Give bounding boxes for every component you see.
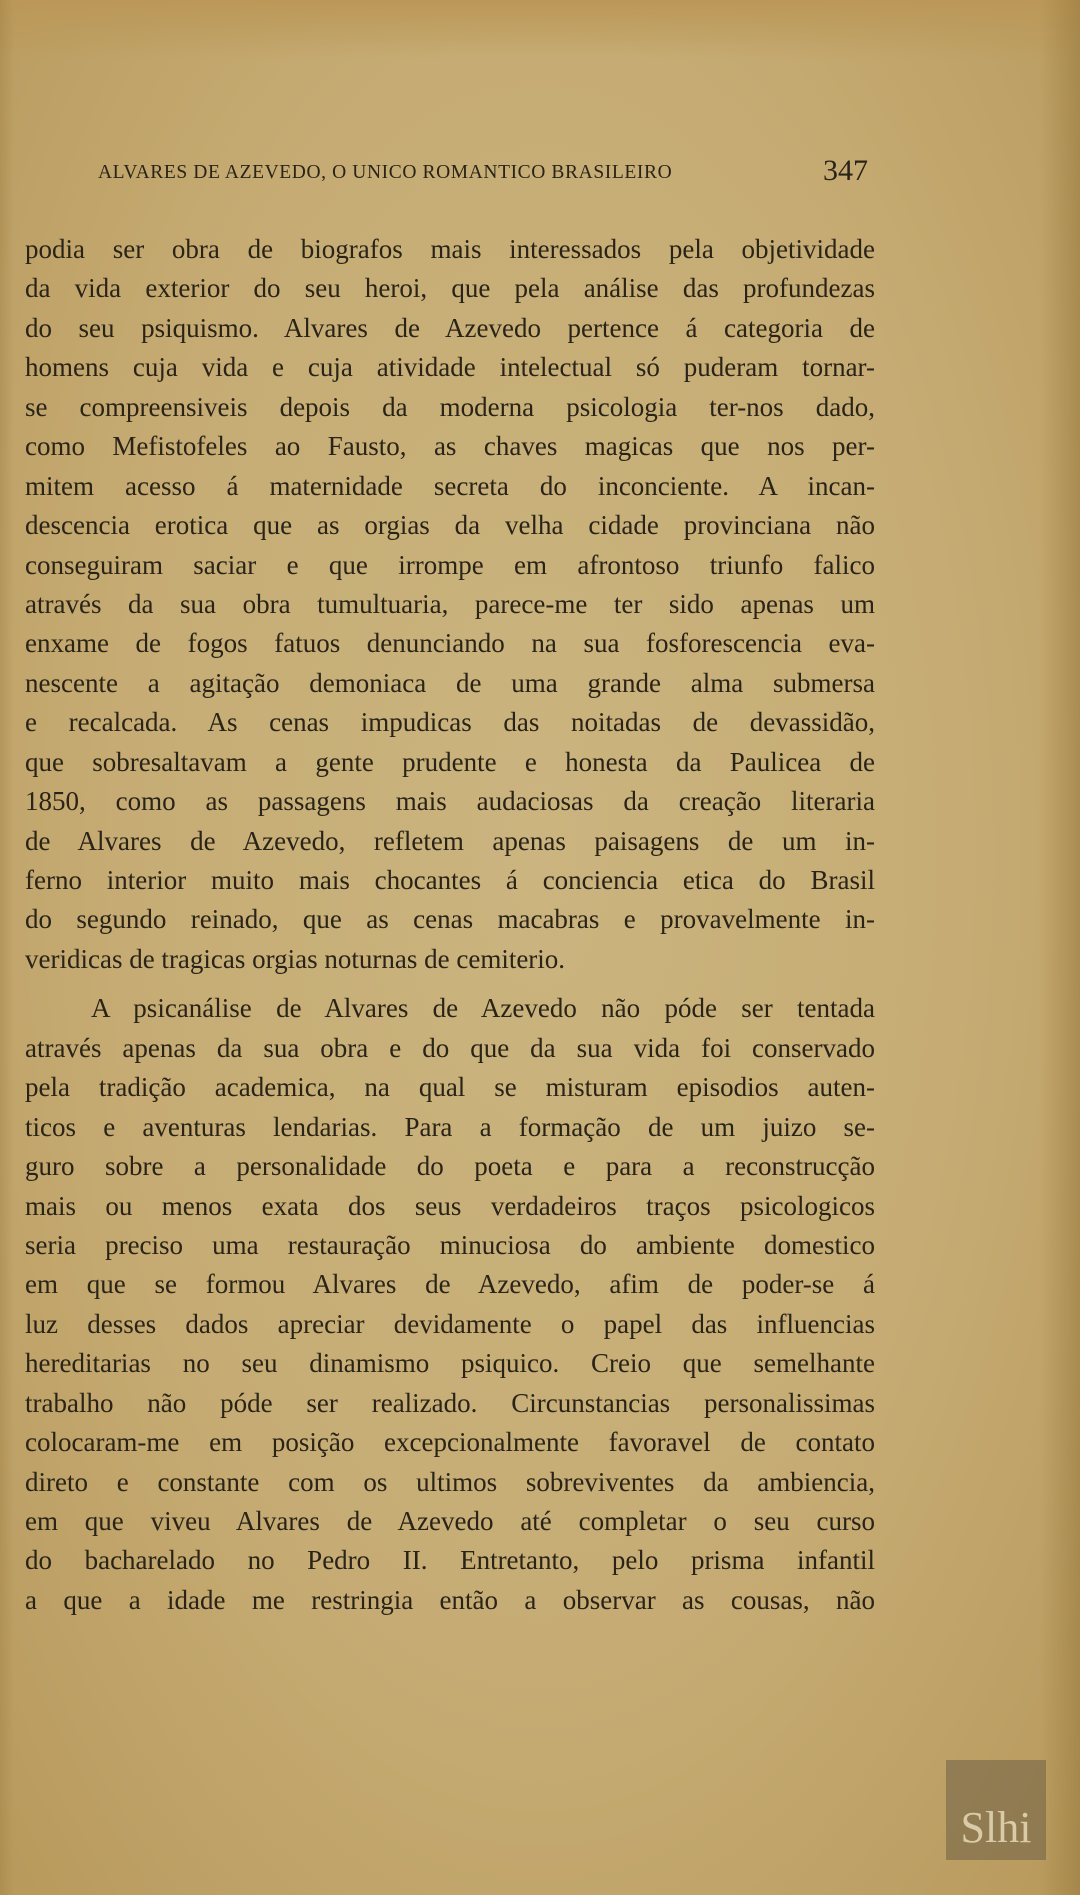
watermark-text: Slhi: [960, 1803, 1032, 1852]
text-line: trabalho não póde ser realizado. Circunstancias personalissimas: [25, 1387, 875, 1418]
text-line: da vida exterior do seu heroi, que pela análise das profundezas: [25, 273, 875, 304]
text-line: colocaram-me em posição excepcionalmente favoravel de contato: [25, 1427, 875, 1458]
paragraph-2: [25, 989, 875, 1620]
text-line: que sobresaltavam a gente prudente e honesta da Paulicea de: [25, 746, 875, 777]
text-line: de Alvares de Azevedo, refletem apenas paisagens de um in-: [25, 825, 875, 856]
text-line: pela tradição academica, na qual se misturam episodios auten-: [25, 1072, 875, 1103]
text-line: descencia erotica que as orgias da velha cidade provinciana não: [25, 510, 875, 541]
text-line: se compreensiveis depois da moderna psicologia ter-nos dado,: [25, 391, 875, 422]
text-line: direto e constante com os ultimos sobreviventes da ambiencia,: [25, 1466, 875, 1497]
text-line: enxame de fogos fatuos denunciando na sua fosforescencia eva-: [25, 628, 875, 659]
text-line: 1850, como as passagens mais audaciosas da creação literaria: [25, 786, 875, 817]
text-line: e recalcada. As cenas impudicas das noitadas de devassidão,: [25, 707, 875, 738]
library-watermark-logo: [946, 1760, 1046, 1860]
text-line: guro sobre a personalidade do poeta e para a reconstrucção: [25, 1151, 875, 1182]
text-line: hereditarias no seu dinamismo psiquico. Creio que semelhante: [25, 1348, 875, 1379]
text-line: mais ou menos exata dos seus verdadeiros traços psicologicos: [25, 1190, 875, 1221]
text-line: nescente a agitação demoniaca de uma grande alma submersa: [25, 667, 875, 698]
text-line: veridicas de tragicas orgias noturnas de cemiterio.: [25, 943, 566, 974]
text-line: do segundo reinado, que as cenas macabras e provavelmente in-: [25, 904, 875, 935]
paragraph-1: [25, 230, 875, 979]
running-title: ALVARES DE AZEVEDO, O UNICO ROMANTICO BRASILEIRO: [98, 162, 673, 183]
text-line: homens cuja vida e cuja atividade intelectual só puderam tornar-: [25, 352, 875, 383]
text-line: luz desses dados apreciar devidamente o papel das influencias: [25, 1308, 875, 1339]
text-line: através da sua obra tumultuaria, parece-me ter sido apenas um: [25, 588, 875, 619]
text-line: do bacharelado no Pedro II. Entretanto, pelo prisma infantil: [25, 1545, 875, 1576]
text-line: A psicanálise de Alvares de Azevedo não póde ser tentada: [91, 993, 875, 1024]
text-line: através apenas da sua obra e do que da sua vida foi conservado: [25, 1032, 875, 1063]
text-line: a que a idade me restringia então a observar as cousas, não: [25, 1584, 875, 1615]
paragraph-gap: [25, 979, 875, 989]
page-number: 347: [823, 154, 868, 187]
text-line: ticos e aventuras lendarias. Para a formação de um juizo se-: [25, 1111, 875, 1142]
text-line: podia ser obra de biografos mais interessados pela objetividade: [25, 234, 875, 264]
text-line: seria preciso uma restauração minuciosa do ambiente domestico: [25, 1229, 875, 1260]
page-edge-shadow-left: [0, 0, 14, 1895]
text-line: do seu psiquismo. Alvares de Azevedo pertence á categoria de: [25, 312, 875, 343]
page-edge-shadow-right: [1040, 0, 1080, 1895]
page-edge-shadow-top: [0, 0, 1080, 60]
text-line: como Mefistofeles ao Fausto, as chaves magicas que nos per-: [25, 431, 875, 462]
text-line: em que viveu Alvares de Azevedo até completar o seu curso: [25, 1506, 875, 1536]
text-line: mitem acesso á maternidade secreta do inconciente. A incan-: [25, 470, 875, 501]
body-text: [25, 230, 875, 1620]
text-line: ferno interior muito mais chocantes á conciencia etica do Brasil: [25, 865, 875, 895]
text-line: conseguiram saciar e que irrompe em afrontoso triunfo falico: [25, 549, 875, 580]
running-head: [98, 154, 878, 194]
text-line: em que se formou Alvares de Azevedo, afim de poder-se á: [25, 1269, 875, 1300]
